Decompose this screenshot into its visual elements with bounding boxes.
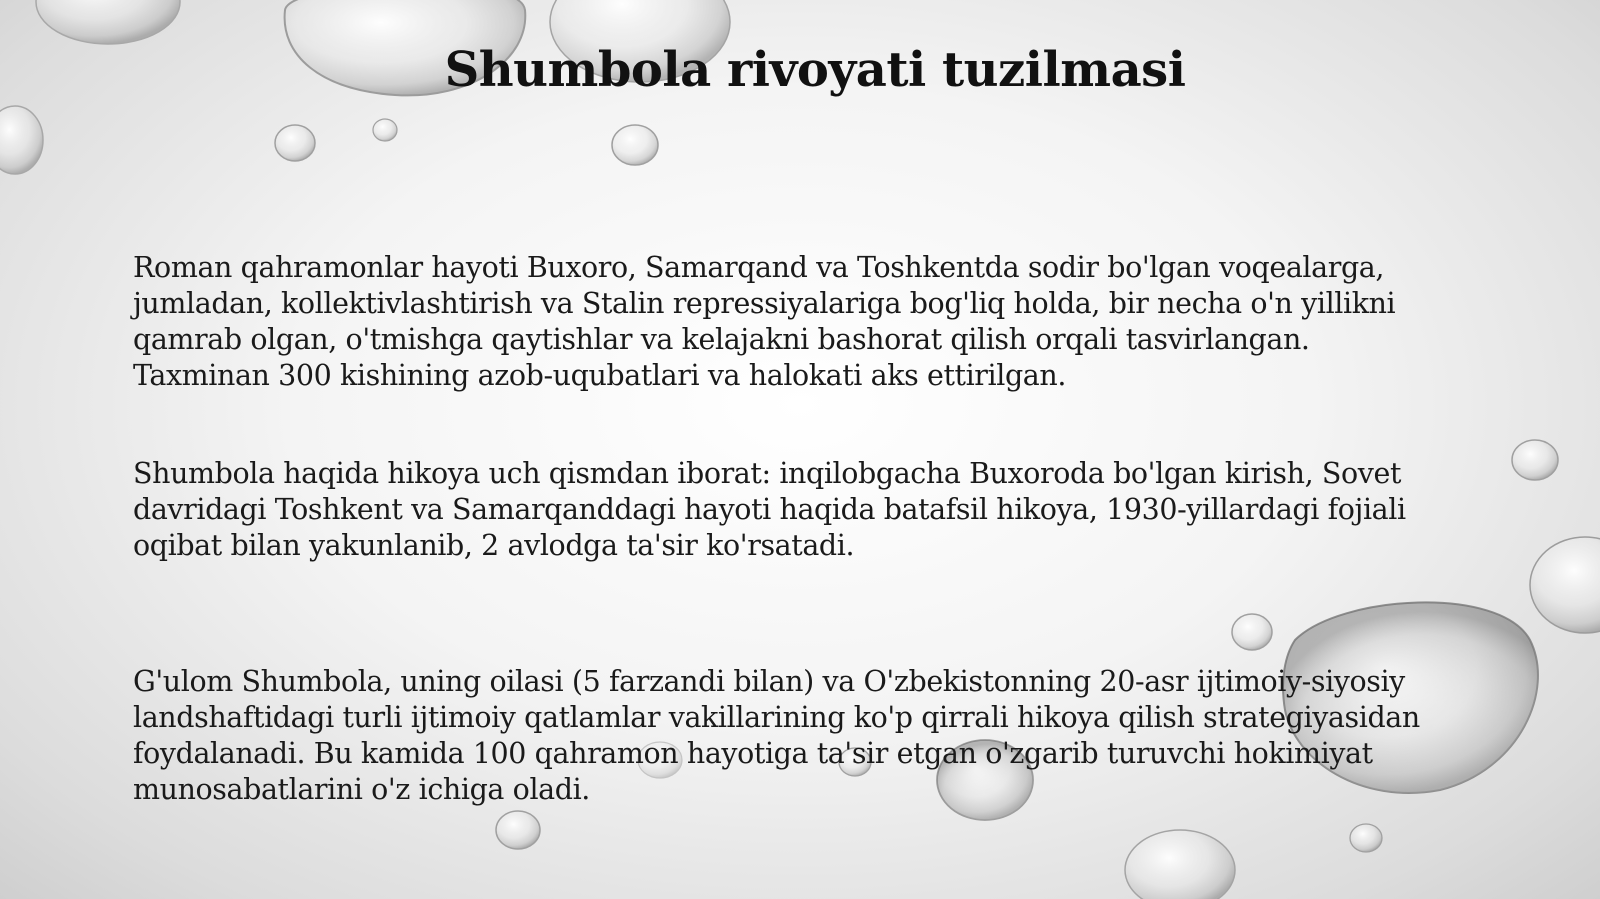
paragraph-story-setting: Roman qahramonlar hayoti Buxoro, Samarqand va Toshkentda sodir bo'lgan voqealarga, jumladan, kollektivlashtirish va Stalin repressiyalariga bog'liq holda, bir necha o'n yillikni qamrab olgan, o'tmishga qaytishlar va kelajakni bashorat qilish orqali tasvirlangan. Taxminan 300 kishining azob-uqubatlari va halokati aks ettirilgan. — [133, 251, 1396, 392]
paragraph-narrative-strategy: G'ulom Shumbola, uning oilasi (5 farzandi bilan) va O'zbekistonning 20-asr ijtimoiy-siyosiy landshaftidagi turli ijtimoiy qatlamlar vakillarining ko'p qirrali hikoya qilish strategiyasidan foydalanadi. Bu kamida 100 qahramon hayotiga ta'sir etgan o'zgarib turuvchi hokimiyat munosabatlarini o'z ichiga oladi. — [133, 665, 1420, 806]
slide-title: Shumbola rivoyati tuzilmasi — [444, 42, 1186, 98]
paragraph-story-parts: Shumbola haqida hikoya uch qismdan iborat: inqilobgacha Buxoroda bo'lgan kirish, Sovet davridagi Toshkent va Samarqanddagi hayoti haqida batafsil hikoya, 1930-yillardagi fojiali oqibat bilan yakunlanib, 2 avlodga ta'sir ko'rsatadi. — [133, 457, 1406, 562]
